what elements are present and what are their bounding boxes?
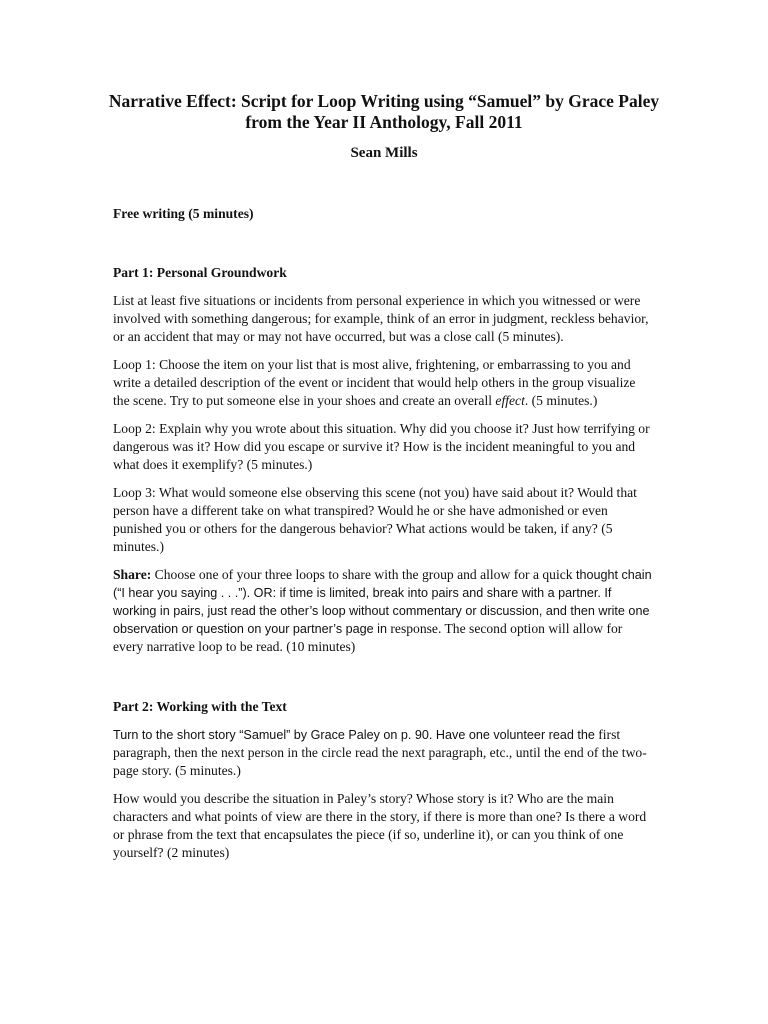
share-label: Share: — [113, 567, 152, 582]
loop1-text-end: . (5 minutes.) — [524, 393, 598, 408]
part2-reading-paragraph — [113, 726, 653, 780]
share-text-middle: thought chain (“I hear you saying . . .”). OR: if time is limited, break into pairs and share with a partner. If working in pairs, just read the other’s loop without commentary or discussion, and then write one observation or question on your partner’s page in — [113, 568, 652, 636]
part2-reading-text-start: Turn to the short story “Samuel” by Grace Paley on p. 90. Have one volunteer read the — [113, 728, 595, 742]
part2-questions-paragraph: How would you describe the situation in Paley’s story? Whose story is it? Who are the main characters and what points of view are there in the story, if there is more than one? Is there a word or phrase from the text that encapsulates the piece (if so, underline it), or can you think of one yourself? (2 minutes) — [113, 791, 647, 860]
part1-intro-paragraph: List at least five situations or incidents from personal experience in which you witnessed or were involved with something dangerous; for example, think of an error in judgment, reckless behavior, or an accident that may or may not have occurred, but was a close call (5 minutes). — [113, 293, 649, 344]
part1-heading: Part 1: Personal Groundwork — [113, 265, 287, 280]
loop3-paragraph: Loop 3: What would someone else observing this scene (not you) have said about it? Would that person have a different take on what transpired? Would he or she have admonished or even punished you or others for the dangerous behavior? What actions would be taken, if any? (5 minutes.) — [113, 485, 637, 554]
share-paragraph — [113, 566, 653, 656]
loop2-paragraph: Loop 2: Explain why you wrote about this situation. Why did you choose it? Just how terrifying or dangerous was it? How did you escape or survive it? How is the incident meaningful to you and what does it exemplify? (5 minutes.) — [113, 421, 650, 472]
loop1-text: Loop 1: Choose the item on your list that is most alive, frightening, or embarrassing to you and write a detailed description of the event or incident that would help others in the group visualize the scene. Try to put someone else in your shoes and create an overall — [113, 357, 636, 408]
part2-heading: Part 2: Working with the Text — [113, 699, 287, 714]
document-title: Narrative Effect: Script for Loop Writing using “Samuel” by Grace Paley from the Year II Anthology, Fall 2011 — [108, 91, 660, 132]
share-text-end: response. The second option will allow for every narrative loop to be read. (10 minutes) — [113, 621, 623, 654]
document-author: Sean Mills — [350, 145, 418, 161]
document-body — [113, 205, 653, 862]
part2-reading-text-end: first paragraph, then the next person in the circle read the next paragraph, etc., until the end of the two-page story. (5 minutes.) — [113, 727, 647, 778]
loop1-paragraph — [113, 356, 653, 410]
share-text-start: Choose one of your three loops to share with the group and allow for a quick — [151, 567, 576, 582]
free-writing-heading: Free writing (5 minutes) — [113, 206, 254, 221]
loop1-effect-emphasis: effect — [495, 393, 525, 408]
